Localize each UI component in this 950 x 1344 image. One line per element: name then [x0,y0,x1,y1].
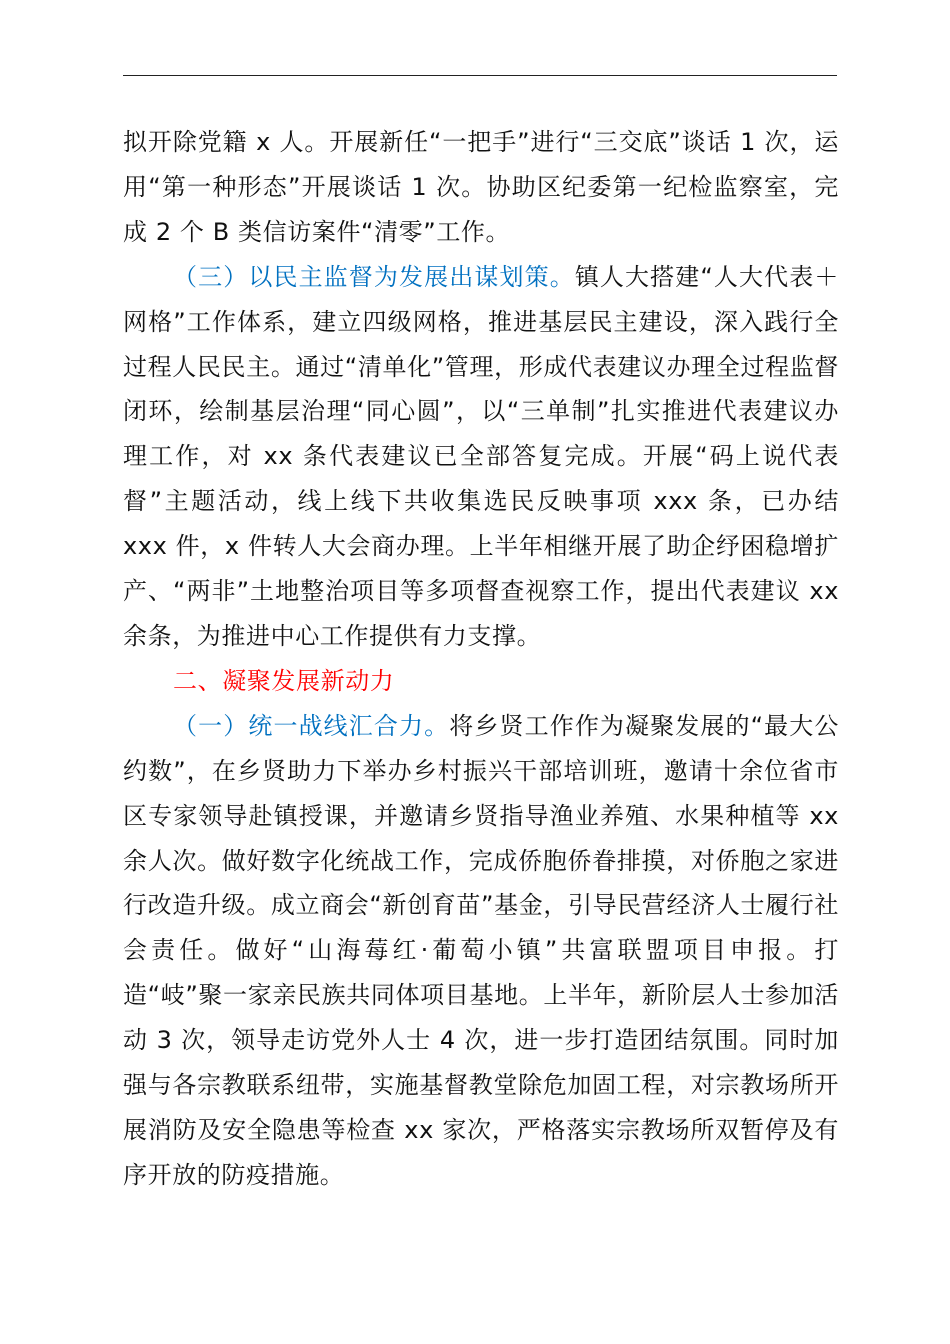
document-body [123,120,839,1198]
subheading-democratic-supervision: （三）以民主监督为发展出谋划策。 [173,262,575,291]
paragraph-continuation [123,120,839,255]
paragraph-text: 镇人大搭建“人大代表＋网格”工作体系，建立四级网格，推进基层民主建设，深入践行全过程人民民主。通过“清单化”管理，形成代表建议办理全过程监督闭环，绘制基层治理“同心圆”，以“三单制”扎实推进代表建议办理工作，对 xx 条代表建议已全部答复完成。开展“码上说代表督”主题活动，线上线下共收集选民反映事项 xxx 条，已办结 xxx 件，x 件转人大会商办理。上半年相继开展了助企纾困稳增扩产、“两非”土地整治项目等多项督查视察工作，提出代表建议 xx 余条，为推进中心工作提供有力支撑。 [123,262,839,650]
paragraph-text: 将乡贤工作作为凝聚发展的“最大公约数”，在乡贤助力下举办乡村振兴干部培训班，邀请十余位省市区专家领导赴镇授课，并邀请乡贤指导渔业养殖、水果种植等 xx 余人次。做好数字化统战工作，完成侨胞侨眷排摸，对侨胞之家进行改造升级。成立商会“新创育苗”基金，引导民营经济人士履行社会责任。做好“山海莓红·葡萄小镇”共富联盟项目申报。打造“岐”聚一家亲民族共同体项目基地。上半年，新阶层人士参加活动 3 次，领导走访党外人士 4 次，进一步打造团结氛围。同时加强与各宗教联系纽带，实施基督教堂除危加固工程，对宗教场所开展消防及安全隐患等检查 xx 家次，严格落实宗教场所双暂停及有序开放的防疫措施。 [123,711,839,1189]
paragraph-democratic-supervision [123,255,839,659]
paragraph-text: 拟开除党籍 x 人。开展新任“一把手”进行“三交底”谈话 1 次，运用“第一种形态”开展谈话 1 次。协助区纪委第一纪检监察室，完成 2 个 B 类信访案件“清零”工作。 [123,128,839,246]
subheading-united-front: （一）统一战线汇合力。 [173,711,450,740]
header-rule [123,75,837,76]
section-heading-development: 二、凝聚发展新动力 [173,666,395,695]
paragraph-united-front [123,704,839,1198]
